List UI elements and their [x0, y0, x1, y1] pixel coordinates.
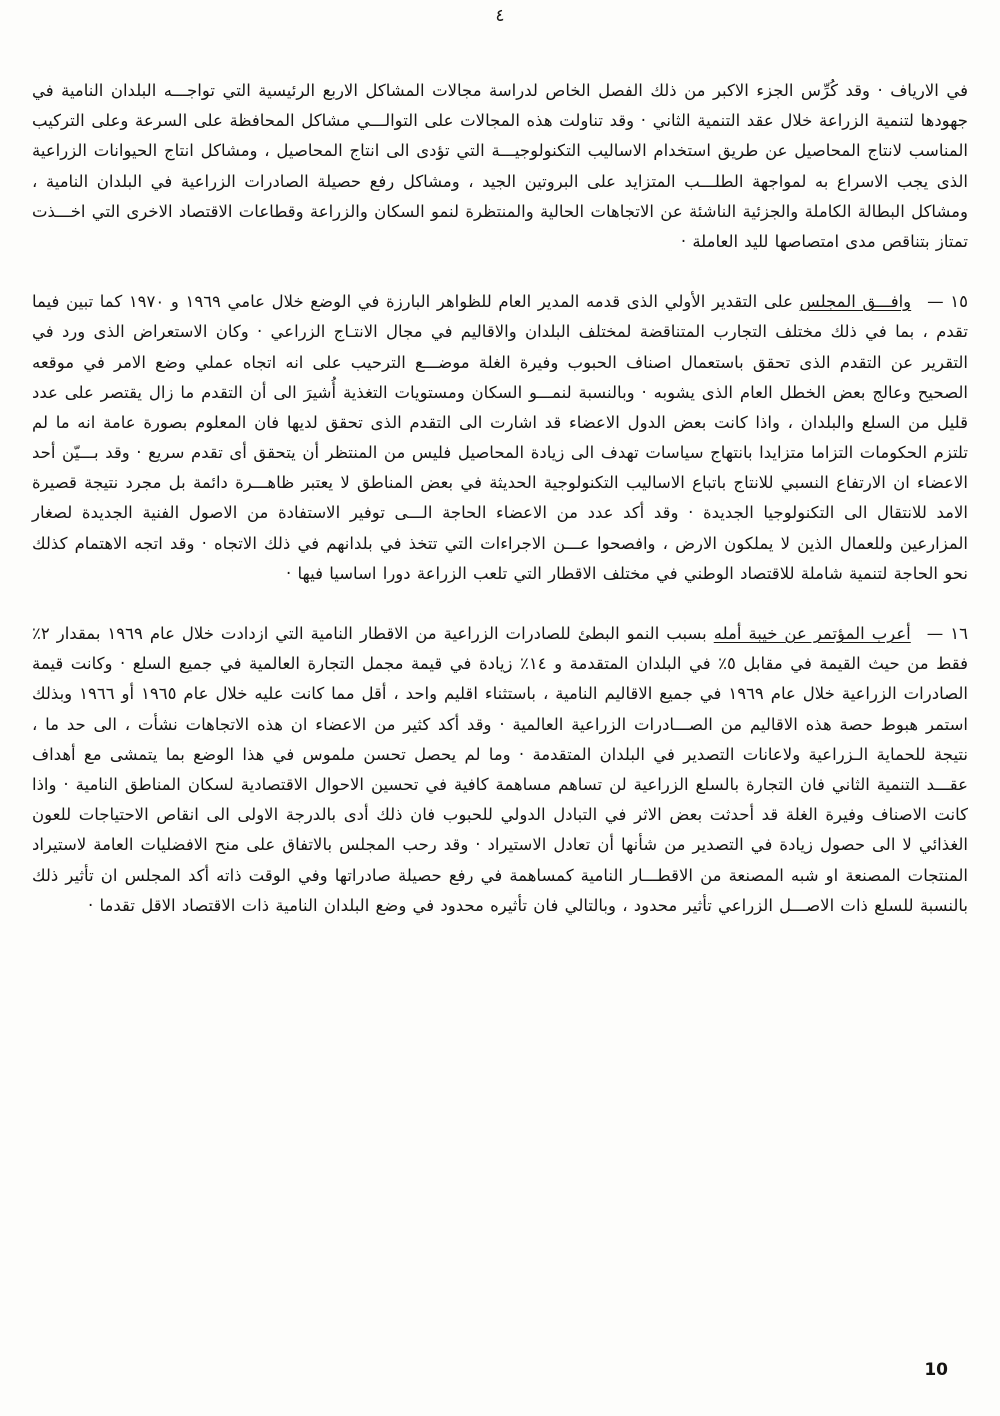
- paragraph-text: على التقدير الأولي الذى قدمه المدير العام للظواهر البارزة في الوضع خلال عامي ١٩٦٩ و ١٩٧٠ كما تبين فيما تقدم ، بما في ذلك مختلف التجارب المتناقضة لمختلف البلدان والاقاليم في مجال الانتـاج الزراعي · وكان الاستعراض الذى ورد في التقرير عن التقدم الذى تحقق باستعمال اصناف الحبوب وفيرة الغلة موضـــع الترحيب على انه اتجاه عملي وضع الامر في موقعه الصحيح وعالج بعض الخطل العام الذى يشوبه · وبالنسبة لنمـــو السكان ومستويات التغذية أُشيرَ الى أن التقدم ما زال يقتصر على عدد قليل من السلع والبلدان ، واذا كانت بعض الدول الاعضاء قد اشارت الى التقدم الذى تحقق لديها فان المعلوم بصورة عامة انه ما لم تلتزم الحكومات التزاما متزايدا بانتهاج سياسات تهدف الى زيادة المحاصيل فليس من المنتظر أن يتحقق أى تقدم سريع · وقد بـــيّن أحد الاعضاء ان الارتفاع النسبي للانتاج باتباع الاساليب التكنولوجية الحديثة في بعض المناطق لا يعتبر ظاهـــرة دائمة بل مجرد نتيجة قصيرة الامد للانتقال الى التكنولوجيا الجديدة · وقد أكد عدد من الاعضاء الحاجة الـــى توفير الاستفادة من الاصول الفنية الجديدة لصغار المزارعين وللعمال الذين لا يملكون الارض ، وافصحوا عـــن الاجراءات التي تتخذ في بلدانهم في ذلك الاتجاه · وقد اتجه الاهتمام كذلك نحو الحاجة لتنمية شاملة للاقتصاد الوطني في مختلف الاقطار التي تلعب الزراعة دورا اساسيا فيها ·: [32, 292, 968, 583]
- paragraph-text-underlined: وافـــق المجلس: [799, 292, 912, 312]
- paragraph-number: ١٥ —: [927, 292, 969, 312]
- paragraph-text: في الارياف · وقد كُرِّس الجزء الاكبر من ذلك الفصل الخاص لدراسة مجالات المشاكل الاربع الرئيسية التي تواجـــه البلدان النامية في جهودها لتنمية الزراعة خلال عقد التنمية الثاني · وقد تناولت هذه المجالات على التوالـــي مشاكل المحافظة على السرعة وعلى التركيب المناسب لانتاج المحاصيل عن طريق استخدام الاساليب التكنولوجيـــة التي تؤدى الى انتاج المحاصيل ، ومشاكل انتاج الحيوانات الزراعية الذى يجب الاسراع به لمواجهة الطلـــب المتزايد على البروتين الجيد ، ومشاكل رفع حصيلة الصادرات الزراعية في البلدان النامية ، ومشاكل البطالة الكاملة والجزئية الناشئة عن الاتجاهات الحالية والمنتظرة لنمو السكان والزراعة وقطاعات الاقتصاد الاخرى التي اخـــذت تمتاز بتناقص مدى امتصاصها لليد العاملة ·: [32, 81, 968, 251]
- paragraph: [32, 287, 968, 589]
- paragraph-text: بسبب النمو البطئ للصادرات الزراعية من الاقطار النامية التي ازدادت خلال عام ١٩٦٩ بمقدار ٢٪ فقط من حيث القيمة في مقابل ٥٪ في البلدان المتقدمة و ١٤٪ زيادة في قيمة مجمل التجارة العالمية في جميع السلع · وكانت قيمة الصادرات الزراعية خلال عام ١٩٦٩ في جميع الاقاليم النامية ، باستثناء اقليم واحد ، أقل مما كانت عليه خلال عام ١٩٦٥ أو ١٩٦٦ وبذلك استمر هبوط حصة هذه الاقاليم من الصـــادرات الزراعية العالمية · وقد أكد كثير من الاعضاء ان هذه الاتجاهات نشأت ، الى حد ما ، نتيجة للحماية الـزراعية ولاعانات التصدير في البلدان المتقدمة · وما لم يحصل تحسن ملموس في هذا الوضع بما يتمشى مع أهداف عقـــد التنمية الثاني فان التجارة بالسلع الزراعية لن تساهم مساهمة كافية في تحسين الاحوال الاقتصادية لسكان المناطق النامية · واذا كانت الاصناف وفيرة الغلة قد أحدثت بعض الاثر في التبادل الدولي للحبوب فان ذلك أدى بالدرجة الاولى الى انقاص الاحتياجات للعون الغذائي لا الى حصول زيادة في التصدير من شأنها أن تعادل الاستيراد · وقد رحب المجلس بالاتفاق على منح الافضليات العامة لاستيراد المنتجات المصنعة او شبه المصنعة من الاقطـــار النامية كمساهمة في رفع حصيلة صادراتها وفي الوقت ذاته أكد المجلس ان تأثير ذلك بالنسبة للسلع ذات الاصـــل الزراعي تأثير محدود ، وبالتالي فان تأثيره محدود في وضع البلدان النامية ذات الاقتصاد الاقل تقدما ·: [32, 624, 969, 915]
- page-number-top: ٤: [495, 6, 505, 26]
- paragraph: [32, 619, 968, 921]
- paragraph-text-underlined: أعرب المؤتمر عن خيبة أمله: [713, 624, 911, 643]
- page-number-bottom: 10: [924, 1360, 948, 1380]
- paragraph: [32, 76, 968, 257]
- paragraph-number: ١٦ —: [926, 624, 968, 643]
- document-body: [32, 76, 968, 921]
